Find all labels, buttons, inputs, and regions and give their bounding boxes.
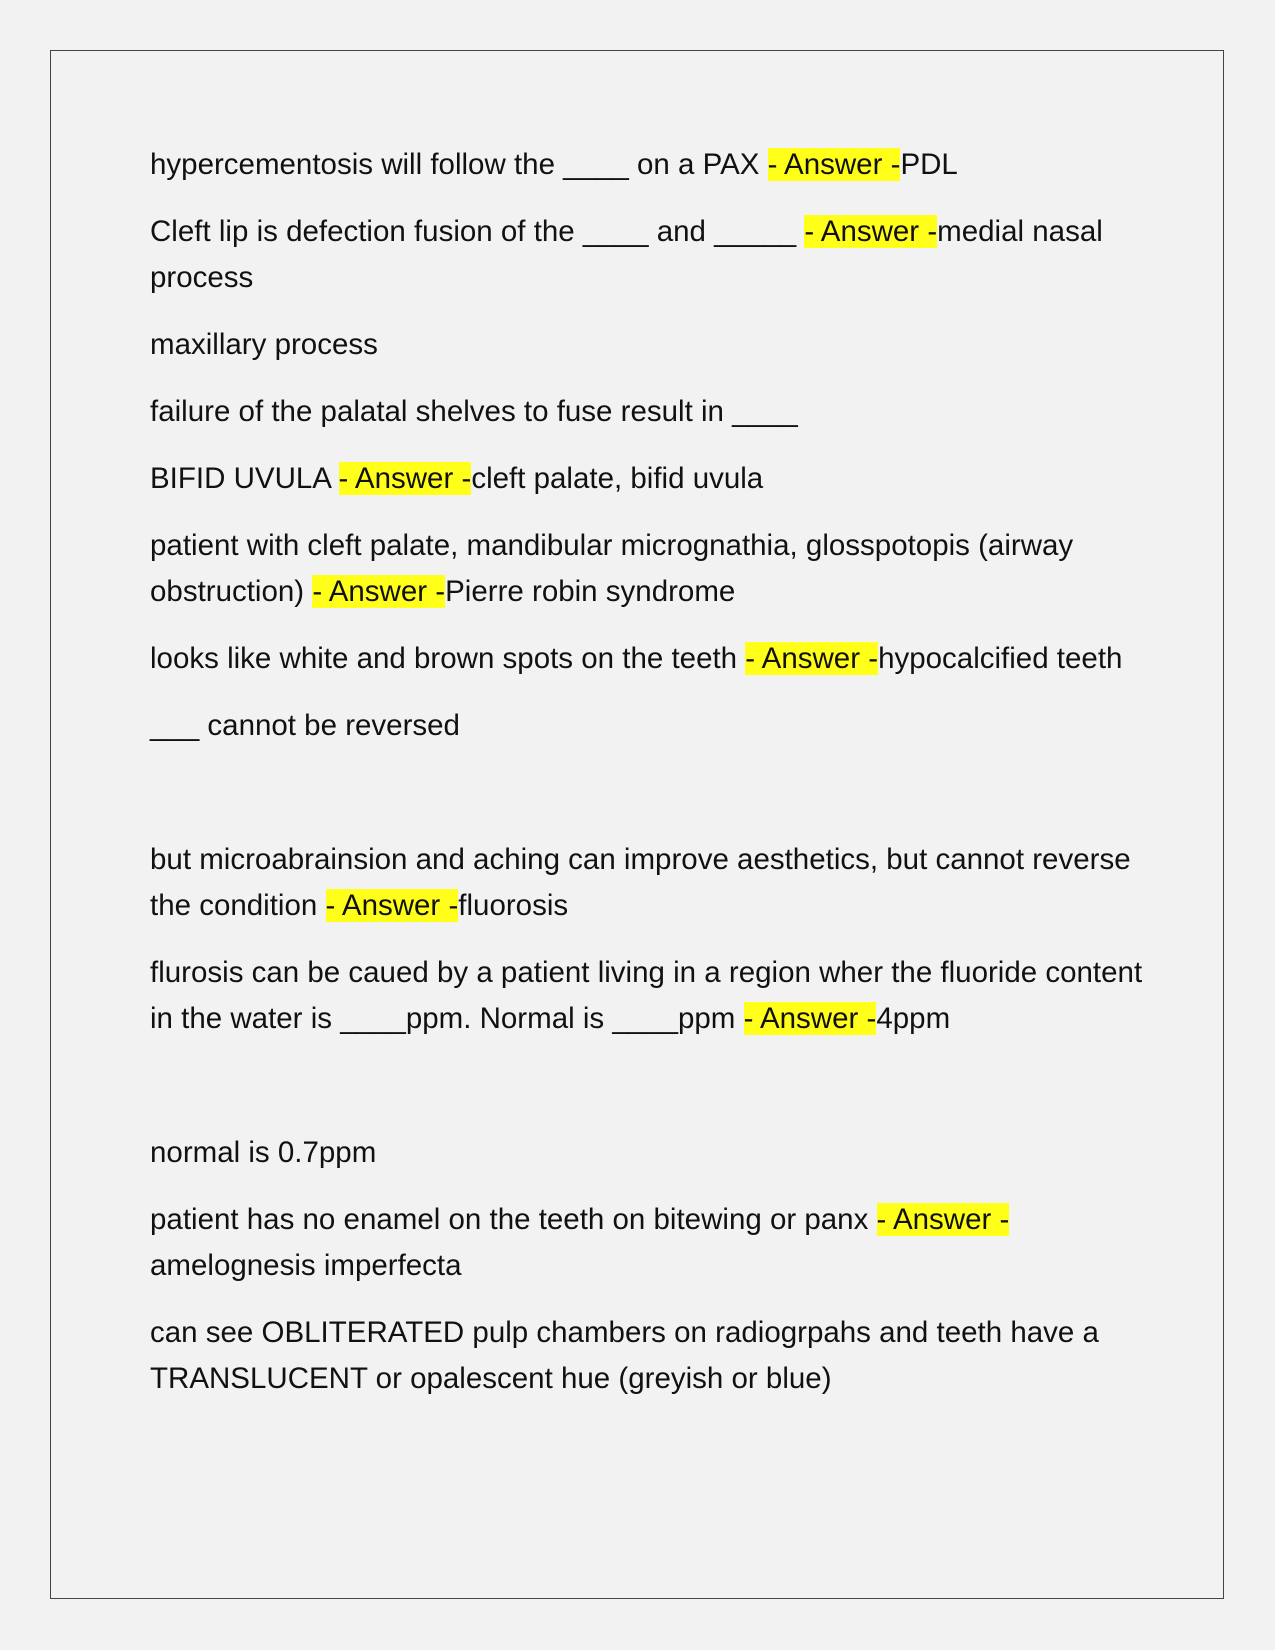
text-paragraph: normal is 0.7ppm (150, 1136, 377, 1169)
answer-text: hypocalcified teeth (878, 642, 1123, 675)
qa-paragraph (150, 456, 1150, 502)
question-text: flurosis can be caued by a patient living in a region wher the fluoride content in the water is ____ppm. Normal is ____ppm (150, 956, 1143, 1035)
qa-paragraph (150, 523, 1150, 615)
answer-highlight: - Answer - (804, 215, 938, 248)
qa-paragraph (150, 142, 1150, 188)
question-text: but microabrainsion and aching can improve aesthetics, but cannot reverse the condition (150, 843, 1131, 922)
answer-text: cleft palate, bifid uvula (471, 462, 764, 495)
answer-highlight: - Answer - (325, 889, 459, 922)
answer-highlight: - Answer - (312, 575, 446, 608)
answer-highlight: - Answer - (767, 148, 901, 181)
text-paragraph: failure of the palatal shelves to fuse result in ____ (150, 395, 798, 428)
answer-text: medial nasal process (150, 215, 1103, 294)
qa-paragraph (150, 950, 1150, 1042)
answer-highlight: - Answer - (745, 642, 879, 675)
qa-paragraph (150, 1197, 1150, 1289)
qa-paragraph (150, 636, 1150, 682)
answer-highlight: - Answer - (338, 462, 472, 495)
answer-text: amelognesis imperfecta (150, 1249, 462, 1282)
question-text: patient with cleft palate, mandibular micrognathia, glosspotopis (airway obstruction) (150, 529, 1074, 608)
question-text: patient has no enamel on the teeth on bitewing or panx (150, 1203, 877, 1236)
answer-text: PDL (900, 148, 958, 181)
answer-text: fluorosis (458, 889, 569, 922)
question-text: hypercementosis will follow the ____ on a PAX (150, 148, 768, 181)
document-body (150, 142, 1150, 1423)
answer-highlight: - Answer - (743, 1002, 877, 1035)
answer-text: Pierre robin syndrome (445, 575, 736, 608)
qa-paragraph (150, 837, 1150, 929)
answer-text: 4ppm (876, 1002, 951, 1035)
text-paragraph: can see OBLITERATED pulp chambers on radiogrpahs and teeth have a TRANSLUCENT or opalescent hue (greyish or blue) (150, 1316, 1099, 1395)
text-paragraph: ___ cannot be reversed (150, 709, 460, 742)
question-text: looks like white and brown spots on the teeth (150, 642, 746, 675)
qa-paragraph (150, 209, 1150, 301)
question-text: BIFID UVULA (150, 462, 339, 495)
answer-highlight: - Answer - (876, 1203, 1010, 1236)
text-paragraph: maxillary process (150, 328, 378, 361)
question-text: Cleft lip is defection fusion of the ____ and _____ (150, 215, 805, 248)
